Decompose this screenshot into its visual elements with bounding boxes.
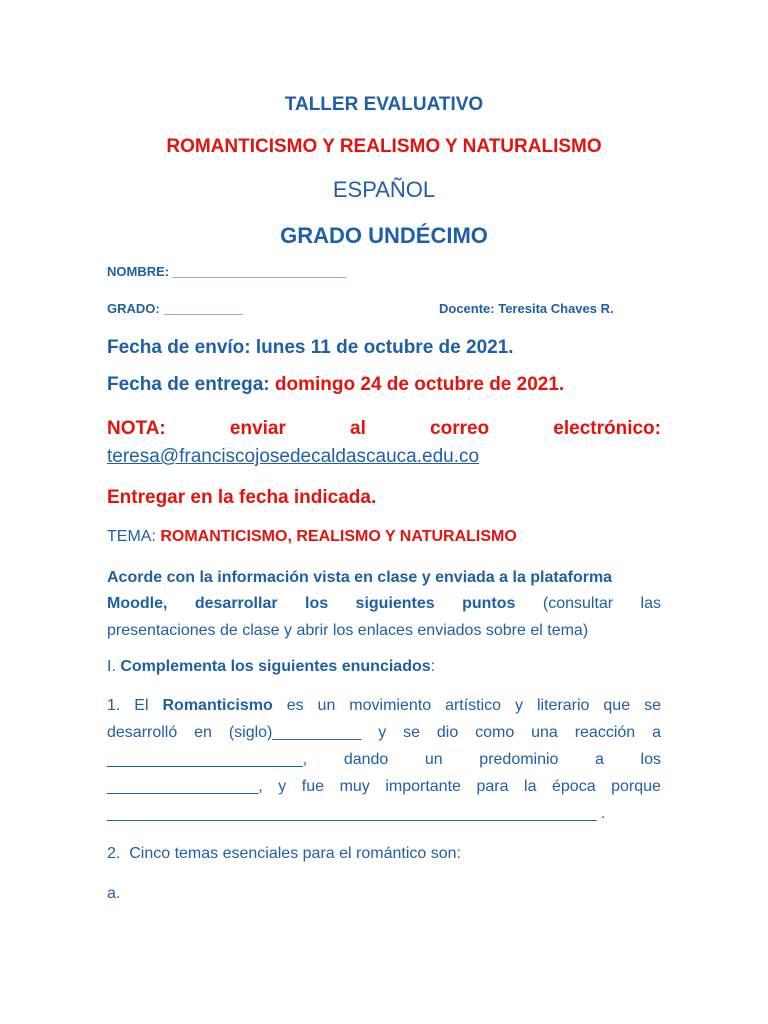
q1-word: importante <box>385 778 461 795</box>
grado-field <box>107 301 243 316</box>
fecha-envio: Fecha de envío: lunes 11 de octubre de 2021. <box>107 337 514 358</box>
q1-line-1 <box>107 697 661 715</box>
q1-word: porque <box>611 778 661 795</box>
q1-word: se <box>403 724 421 741</box>
section-1-heading <box>107 658 435 676</box>
intro-word: puntos <box>462 595 516 612</box>
section-1-title: Complementa los siguientes enunciados <box>120 658 431 675</box>
nota-line <box>107 418 661 440</box>
q1-word: 1. <box>107 697 121 714</box>
fecha-entrega-label: Fecha de entrega: <box>107 374 270 395</box>
nota-word: correo <box>430 418 490 439</box>
q1-word: y <box>515 697 524 714</box>
q1-word: un <box>424 751 443 768</box>
fecha-entrega <box>107 374 564 396</box>
intro-line-1 <box>107 569 661 587</box>
q1-word: y <box>378 724 387 741</box>
q1-word: para <box>476 778 509 795</box>
q1-word: Romanticismo <box>162 697 273 714</box>
nota-word: electrónico: <box>553 418 661 439</box>
section-1-roman: I. <box>107 658 116 675</box>
nota-word: enviar <box>229 418 286 439</box>
q1-word: los <box>640 751 661 768</box>
q1-word: y <box>278 778 287 795</box>
q1-word: dio <box>436 724 459 741</box>
document-title: TALLER EVALUATIVO <box>284 94 484 115</box>
q1-word: (siglo)__________ <box>228 724 362 741</box>
q1-word: ______________________, <box>107 751 308 768</box>
q1-word: como <box>475 724 515 741</box>
nombre-blank: ________________________ <box>172 264 347 279</box>
q1-word: literario <box>536 697 590 714</box>
q1-line-3 <box>107 751 661 769</box>
intro-text: Acorde con la información vista en clase y enviada a la plataforma <box>107 569 613 586</box>
tema-label: TEMA: <box>107 528 156 545</box>
document-subtitle: ROMANTICISMO Y REALISMO Y NATURALISMO <box>166 136 602 157</box>
intro-word: las <box>640 595 661 612</box>
email-link[interactable]: teresa@franciscojosedecaldascauca.edu.co <box>107 446 480 467</box>
intro-word: Moodle, <box>107 595 168 612</box>
intro-line-3: presentaciones de clase y abrir los enlaces enviados sobre el tema) <box>107 622 589 639</box>
nota-word: NOTA: <box>107 418 166 439</box>
q1-word: que <box>603 697 631 714</box>
q1-word: es <box>286 697 304 714</box>
q1-word: a <box>652 724 661 741</box>
q2-item-a: a. <box>107 885 121 902</box>
nota-word: al <box>350 418 366 439</box>
q2-text: 2. Cinco temas esenciales para el romántico son: <box>107 845 461 862</box>
q1-line-5: _______________________________________________________ . <box>107 805 606 822</box>
q1-word: época <box>552 778 596 795</box>
tema-line <box>107 528 517 546</box>
q1-word: desarrolló <box>107 724 178 741</box>
docente-label: Docente: Teresita Chaves R. <box>439 301 614 316</box>
q1-word: a <box>595 751 604 768</box>
q1-word: fue <box>301 778 325 795</box>
q1-word: predominio <box>479 751 559 768</box>
q1-word: muy <box>339 778 370 795</box>
q1-word: en <box>194 724 212 741</box>
q1-word: El <box>134 697 149 714</box>
intro-word: (consultar <box>542 595 614 612</box>
q1-word: reacción <box>574 724 636 741</box>
grado-blank: ___________ <box>163 301 243 316</box>
q1-word: movimiento <box>349 697 432 714</box>
intro-word: los <box>305 595 329 612</box>
grade-heading: GRADO UNDÉCIMO <box>280 223 488 248</box>
q1-word: dando <box>343 751 389 768</box>
grado-label: GRADO: <box>107 301 160 316</box>
q1-line-2 <box>107 724 661 742</box>
intro-word: desarrollar <box>194 595 278 612</box>
intro-line-2 <box>107 595 661 613</box>
q1-word: se <box>644 697 661 714</box>
q1-word: la <box>524 778 537 795</box>
q1-line-4 <box>107 778 661 796</box>
fecha-entrega-value: domingo 24 de octubre de 2021. <box>274 374 565 395</box>
q1-word: _________________, <box>107 778 263 795</box>
entregar-instruction: Entregar en la fecha indicada. <box>107 487 377 508</box>
nombre-label: NOMBRE: <box>107 264 170 279</box>
section-1-colon: : <box>430 658 436 675</box>
q1-word: una <box>531 724 558 741</box>
subject-heading: ESPAÑOL <box>332 177 436 202</box>
intro-word: siguientes <box>355 595 435 612</box>
nombre-field <box>107 264 346 279</box>
q1-word: un <box>317 697 336 714</box>
tema-value: ROMANTICISMO, REALISMO Y NATURALISMO <box>160 528 517 545</box>
q1-word: artístico <box>445 697 502 714</box>
email-link-wrapper <box>107 446 479 468</box>
